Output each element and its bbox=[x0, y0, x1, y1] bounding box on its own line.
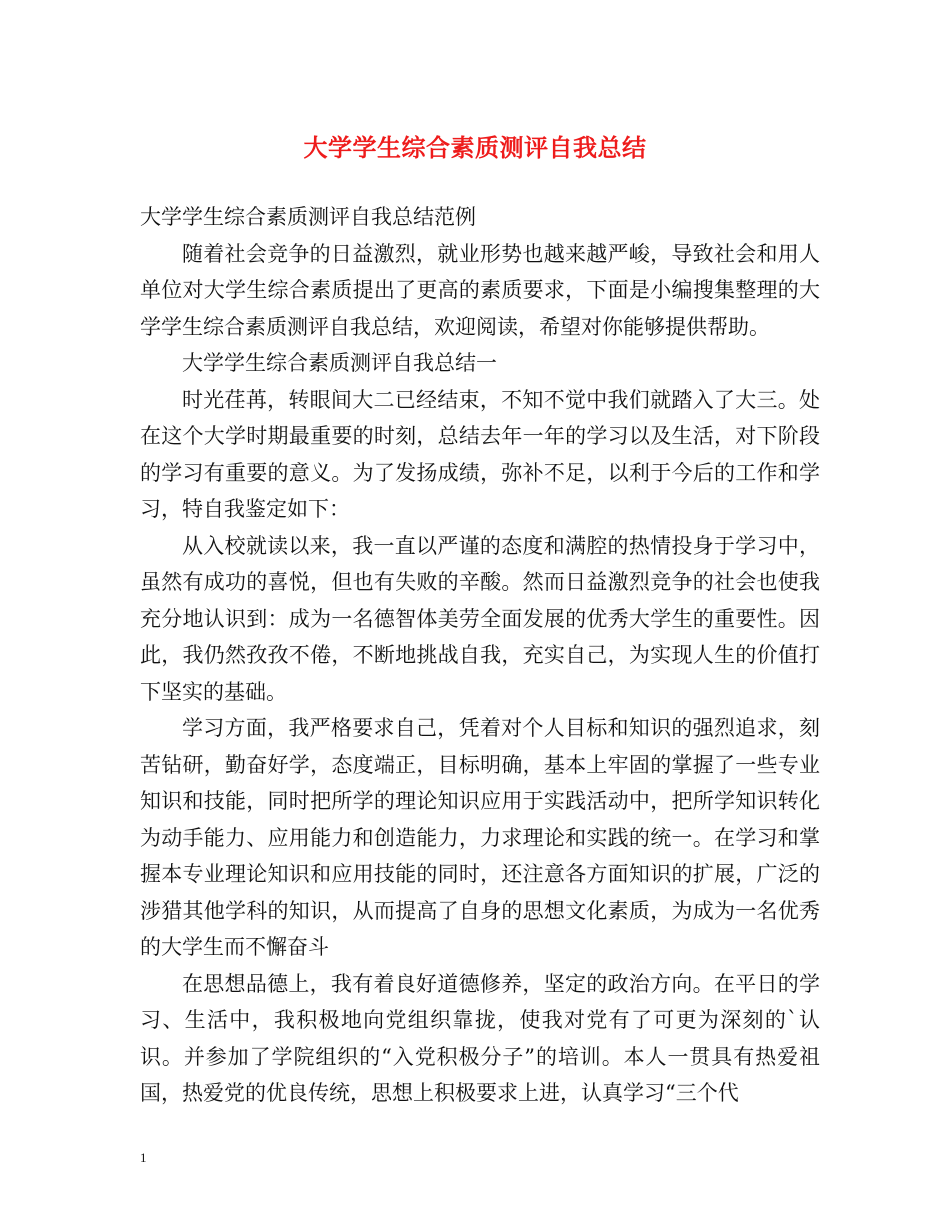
paragraph-time-passing: 时光荏苒，转眼间大二已经结束，不知不觉中我们就踏入了大三。处在这个大学时期最重要的时刻，总结去年一年的学习以及生活，对下阶段的学习有重要的意义。为了发扬成绩，弥补不足，以利于今后的工作和学习，特自我鉴定如下： bbox=[140, 387, 820, 521]
paragraph-study: 学习方面，我严格要求自己，凭着对个人目标和知识的强烈追求，刻苦钻研，勤奋好学，态度端正，目标明确，基本上牢固的掌握了一些专业知识和技能，同时把所学的理论知识应用于实践活动中，把所学知识转化为动手能力、应用能力和创造能力，力求理论和实践的统一。在学习和掌握本专业理论知识和应用技能的同时，还注意各方面知识的扩展，广泛的涉猎其他学科的知识，从而提高了自身的思想文化素质，为成为一名优秀的大学生而不懈奋斗 bbox=[140, 716, 820, 959]
paragraph-section-heading: 大学学生综合素质测评自我总结一 bbox=[182, 351, 497, 375]
paragraph-subtitle: 大学学生综合素质测评自我总结范例 bbox=[140, 205, 476, 229]
paragraph-since-enrollment: 从入校就读以来，我一直以严谨的态度和满腔的热情投身于学习中，虽然有成功的喜悦，但也有失败的辛酸。然而日益激烈竞争的社会也使我充分地认识到：成为一名德智体美劳全面发展的优秀大学生的重要性。因此，我仍然孜孜不倦，不断地挑战自我，充实自己，为实现人生的价值打下坚实的基础。 bbox=[140, 533, 820, 704]
document-title: 大学学生综合素质测评自我总结 bbox=[303, 133, 647, 162]
paragraph-morality: 在思想品德上，我有着良好道德修养，坚定的政治方向。在平日的学习、生活中，我积极地向党组织靠拢，使我对党有了可更为深刻的`认识。并参加了学院组织的“入党积极分子”的培训。本人一贯具有热爱祖国，热爱党的优良传统，思想上积极要求上进，认真学习“三个代 bbox=[140, 971, 820, 1105]
paragraph-intro: 随着社会竞争的日益激烈，就业形势也越来越严峻，导致社会和用人单位对大学生综合素质提出了更高的素质要求，下面是小编搜集整理的大学学生综合素质测评自我总结，欢迎阅读，希望对你能够提供帮助。 bbox=[140, 241, 820, 339]
page-number: 1 bbox=[140, 1150, 147, 1165]
document-body bbox=[140, 199, 820, 1112]
